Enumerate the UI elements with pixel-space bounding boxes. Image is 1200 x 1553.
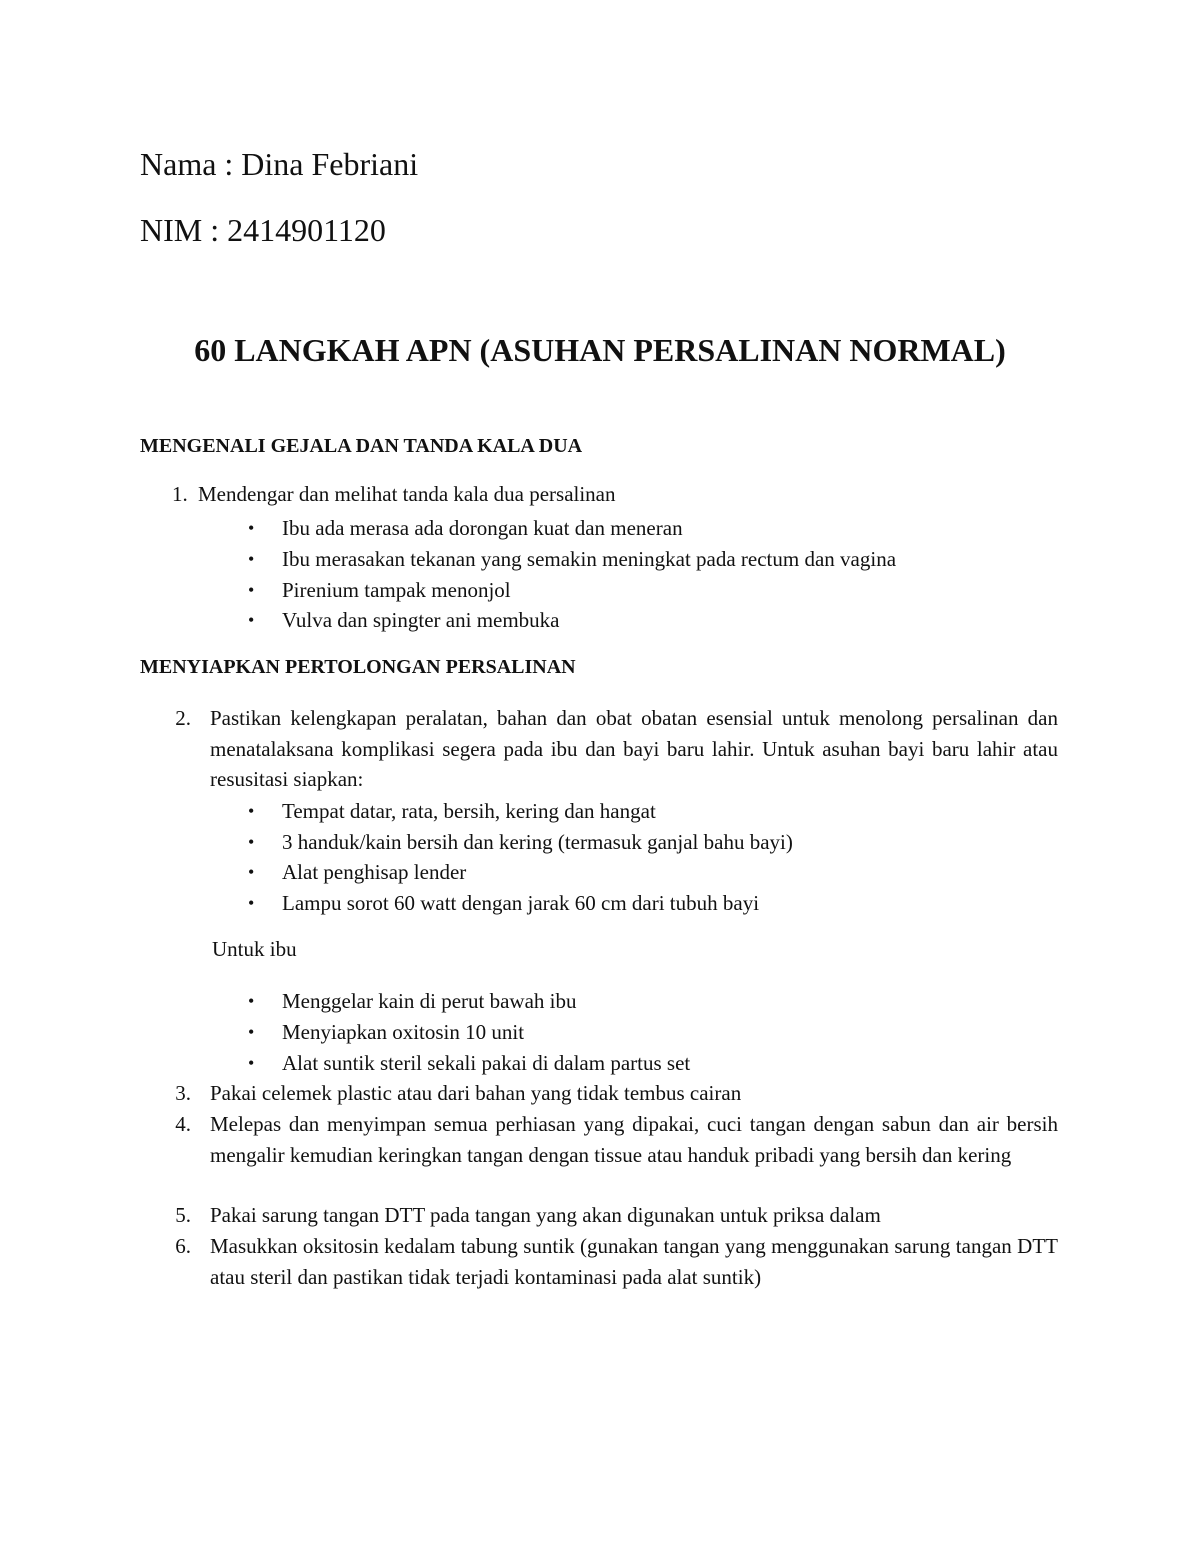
step-number: 1. bbox=[172, 482, 188, 506]
bullet-marker: • bbox=[248, 1053, 255, 1073]
list-item: 3 handuk/kain bersih dan kering (termasuk ganjal bahu bayi) bbox=[282, 830, 793, 854]
bullet-marker: • bbox=[248, 518, 255, 538]
step-number: 5. bbox=[175, 1203, 191, 1227]
list-item: Ibu merasakan tekanan yang semakin meningkat pada rectum dan vagina bbox=[282, 547, 897, 571]
bullet-marker: • bbox=[248, 580, 255, 600]
section-heading-pertolongan: MENYIAPKAN PERTOLONGAN PERSALINAN bbox=[140, 656, 576, 678]
step-text: Melepas dan menyimpan semua perhiasan yang dipakai, cuci tangan dengan sabun dan air bersih mengalir kemudian keringkan tangan dengan tissue atau handuk pribadi yang bersih dan kering bbox=[210, 1112, 1058, 1167]
step-number: 4. bbox=[175, 1112, 191, 1136]
bullet-marker: • bbox=[248, 1022, 255, 1042]
document-title: 60 LANGKAH APN (ASUHAN PERSALINAN NORMAL) bbox=[194, 332, 1006, 368]
bullet-marker: • bbox=[248, 832, 255, 852]
bullet-marker: • bbox=[248, 893, 255, 913]
step-text: Pakai celemek plastic atau dari bahan yang tidak tembus cairan bbox=[210, 1081, 742, 1105]
step-number: 3. bbox=[175, 1081, 191, 1105]
bullet-marker: • bbox=[248, 549, 255, 569]
step-text: Masukkan oksitosin kedalam tabung suntik (gunakan tangan yang menggunakan sarung tangan DTT atau steril dan pastikan tidak terjadi kontaminasi pada alat suntik) bbox=[210, 1234, 1058, 1289]
list-item: Menyiapkan oxitosin 10 unit bbox=[282, 1020, 525, 1044]
bullet-marker: • bbox=[248, 610, 255, 630]
section-heading-kala-dua: MENGENALI GEJALA DAN TANDA KALA DUA bbox=[140, 435, 583, 457]
bullet-marker: • bbox=[248, 991, 255, 1011]
step-text: Pastikan kelengkapan peralatan, bahan dan obat obatan esensial untuk menolong persalinan dan menatalaksana komplikasi segera pada ibu dan bayi baru lahir. Untuk asuhan bayi baru lahir atau resusitasi siapkan: bbox=[210, 706, 1058, 791]
list-item: Pirenium tampak menonjol bbox=[282, 578, 511, 602]
list-item: Vulva dan spingter ani membuka bbox=[282, 608, 560, 632]
list-item: Alat penghisap lender bbox=[282, 860, 467, 884]
bullet-marker: • bbox=[248, 862, 255, 882]
list-item: Alat suntik steril sekali pakai di dalam partus set bbox=[282, 1051, 691, 1075]
step-text: Mendengar dan melihat tanda kala dua persalinan bbox=[198, 482, 616, 506]
bullet-marker: • bbox=[248, 801, 255, 821]
student-name: Nama : Dina Febriani bbox=[140, 146, 419, 182]
list-item: Lampu sorot 60 watt dengan jarak 60 cm dari tubuh bayi bbox=[282, 891, 760, 915]
list-item: Tempat datar, rata, bersih, kering dan hangat bbox=[282, 799, 656, 823]
list-item: Ibu ada merasa ada dorongan kuat dan meneran bbox=[282, 516, 683, 540]
student-nim: NIM : 2414901120 bbox=[140, 212, 386, 248]
subheading-untuk-ibu: Untuk ibu bbox=[212, 937, 297, 961]
step-text: Pakai sarung tangan DTT pada tangan yang akan digunakan untuk priksa dalam bbox=[210, 1203, 881, 1227]
list-item: Menggelar kain di perut bawah ibu bbox=[282, 989, 577, 1013]
step-number: 2. bbox=[175, 706, 191, 730]
step-number: 6. bbox=[175, 1234, 191, 1258]
